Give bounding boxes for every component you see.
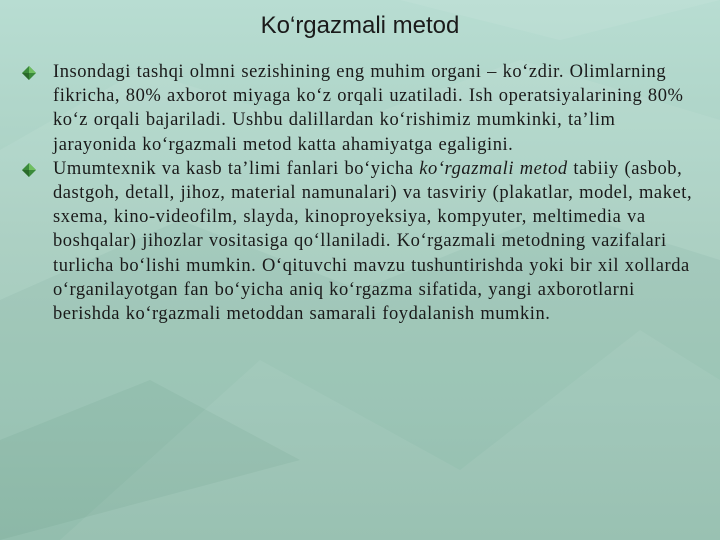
bullet-item bbox=[22, 60, 702, 157]
bullet-text-after: tabiiy (asbob, dastgoh, detall, jihoz, material namunalari) va tasviriy (plakatlar, model, maket, sxema, kino-videofilm, slayda, kinoproyeksiya, kompyuter, meltimedia va boshqalar) jihozlar vositasiga qo‘llaniladi. Ko‘rgazmali metodning vazifalari turlicha bo‘lishi mumkin. O‘qituvchi mavzu tushuntirishda yoki bir xil xollarda o‘rganilayotgan fan bo‘yicha aniq ko‘rgazma sifatida, yangi axborotlarni berishda ko‘rgazmali metoddan samarali foydalanish mumkin. bbox=[53, 158, 693, 325]
bullet-text-emphasis: ko‘rgazmali metod bbox=[419, 158, 568, 179]
bullet-list bbox=[22, 60, 702, 326]
slide-title: Ko‘rgazmali metod bbox=[260, 12, 460, 39]
bullet-text-before: Umumtexnik va kasb ta’limi fanlari bo‘yicha bbox=[53, 158, 420, 179]
diamond-bullet-icon bbox=[22, 163, 36, 177]
diamond-bullet-icon bbox=[22, 66, 36, 80]
bullet-item bbox=[22, 157, 702, 326]
bullet-text: Insondagi tashqi olmni sezishining eng muhim organi – ko‘zdir. Olimlarning fikricha, 80% axborot miyaga ko‘z orqali uzatiladi. Ish operatsiyalarining 80% ko‘z orqali bajariladi. Ushbu dalillardan ko‘rishimiz mumkinki, ta’lim jarayonida ko‘rgazmali metod katta ahamiyatga egaligini. bbox=[53, 62, 684, 155]
